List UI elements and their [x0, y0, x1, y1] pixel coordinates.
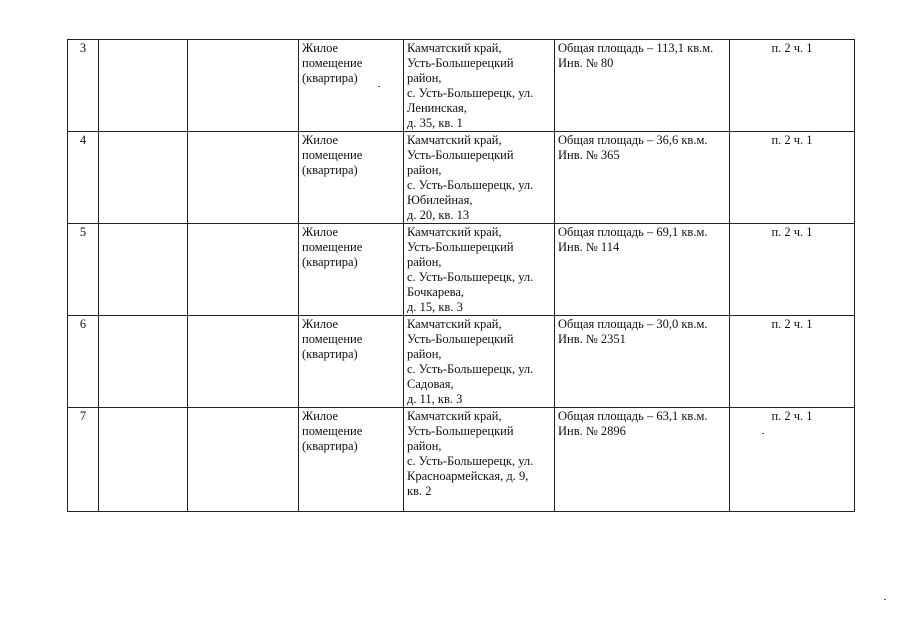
address-line: Ленинская, [407, 101, 467, 115]
row-number: 6 [68, 316, 99, 408]
type-line: Жилое [302, 317, 339, 331]
empty-cell [99, 408, 188, 512]
table-row [68, 40, 855, 132]
legal-basis-cell: п. 2 ч. 1 [730, 408, 855, 512]
type-line: (квартира) [302, 163, 358, 177]
address-line: д. 15, кв. 3 [407, 300, 463, 314]
address-cell [404, 132, 555, 224]
address-line: Камчатский край, [407, 409, 502, 423]
type-line: Жилое [302, 409, 339, 423]
address-line: Усть-Большерецкий [407, 332, 514, 346]
object-type-cell [299, 40, 404, 132]
object-type-cell [299, 224, 404, 316]
table-row [68, 224, 855, 316]
address-line: район, [407, 347, 442, 361]
type-line: помещение [302, 240, 363, 254]
type-line: помещение [302, 332, 363, 346]
area-line: Общая площадь – 36,6 кв.м. [558, 133, 708, 147]
address-line: с. Усть-Большерецк, ул. [407, 86, 534, 100]
object-type-cell [299, 408, 404, 512]
type-line: Жилое [302, 225, 339, 239]
object-type-cell [299, 132, 404, 224]
row-number: 5 [68, 224, 99, 316]
details-cell [555, 224, 730, 316]
empty-cell [99, 224, 188, 316]
row-number: 3 [68, 40, 99, 132]
address-cell [404, 40, 555, 132]
address-line: Камчатский край, [407, 225, 502, 239]
address-line: Усть-Большерецкий [407, 56, 514, 70]
inventory-line: Инв. № 2896 [558, 424, 626, 438]
empty-cell [99, 40, 188, 132]
object-type-cell [299, 316, 404, 408]
empty-cell [99, 132, 188, 224]
table-row [68, 408, 855, 512]
details-cell [555, 316, 730, 408]
type-line: Жилое [302, 41, 339, 55]
type-line: (квартира) [302, 347, 358, 361]
address-line: Бочкарева, [407, 285, 465, 299]
table-row [68, 316, 855, 408]
address-cell [404, 224, 555, 316]
address-line: с. Усть-Большерецк, ул. [407, 270, 534, 284]
address-line: с. Усть-Большерецк, ул. [407, 454, 534, 468]
address-line: д. 11, кв. 3 [407, 392, 463, 406]
inventory-line: Инв. № 365 [558, 148, 620, 162]
property-register-table [67, 39, 855, 512]
type-line: Жилое [302, 133, 339, 147]
row-number: 7 [68, 408, 99, 512]
empty-cell [188, 224, 299, 316]
address-line: Садовая, [407, 377, 454, 391]
details-cell [555, 40, 730, 132]
area-line: Общая площадь – 69,1 кв.м. [558, 225, 708, 239]
type-line: помещение [302, 56, 363, 70]
empty-cell [188, 132, 299, 224]
inventory-line: Инв. № 114 [558, 240, 620, 254]
address-line: Усть-Большерецкий [407, 240, 514, 254]
address-line: Камчатский край, [407, 41, 502, 55]
address-line: д. 35, кв. 1 [407, 116, 463, 130]
type-line: (квартира) [302, 439, 358, 453]
empty-cell [188, 40, 299, 132]
legal-basis-cell: п. 2 ч. 1 [730, 316, 855, 408]
register-rows [68, 40, 855, 512]
address-cell [404, 408, 555, 512]
address-line: с. Усть-Большерецк, ул. [407, 178, 534, 192]
address-line: район, [407, 163, 442, 177]
inventory-line: Инв. № 2351 [558, 332, 626, 346]
legal-basis-cell: п. 2 ч. 1 [730, 132, 855, 224]
address-line: Камчатский край, [407, 317, 502, 331]
address-line: кв. 2 [407, 484, 432, 498]
type-line: помещение [302, 424, 363, 438]
empty-cell [188, 408, 299, 512]
type-line: помещение [302, 148, 363, 162]
details-cell [555, 408, 730, 512]
area-line: Общая площадь – 63,1 кв.м. [558, 409, 708, 423]
address-line: Юбилейная, [407, 193, 473, 207]
address-cell [404, 316, 555, 408]
type-line: (квартира) [302, 71, 358, 85]
legal-basis-cell: п. 2 ч. 1 [730, 40, 855, 132]
address-line: Усть-Большерецкий [407, 424, 514, 438]
address-line: район, [407, 71, 442, 85]
inventory-line: Инв. № 80 [558, 56, 614, 70]
details-cell [555, 132, 730, 224]
scan-speck [762, 433, 764, 434]
address-line: Камчатский край, [407, 133, 502, 147]
scan-speck [884, 599, 886, 600]
address-line: Красноармейская, д. 9, [407, 469, 529, 483]
table-row [68, 132, 855, 224]
address-line: район, [407, 255, 442, 269]
address-line: д. 20, кв. 13 [407, 208, 470, 222]
type-line: (квартира) [302, 255, 358, 269]
empty-cell [99, 316, 188, 408]
area-line: Общая площадь – 113,1 кв.м. [558, 41, 714, 55]
row-number: 4 [68, 132, 99, 224]
address-line: с. Усть-Большерецк, ул. [407, 362, 534, 376]
address-line: район, [407, 439, 442, 453]
scan-speck [378, 86, 380, 87]
area-line: Общая площадь – 30,0 кв.м. [558, 317, 708, 331]
legal-basis-cell: п. 2 ч. 1 [730, 224, 855, 316]
address-line: Усть-Большерецкий [407, 148, 514, 162]
empty-cell [188, 316, 299, 408]
